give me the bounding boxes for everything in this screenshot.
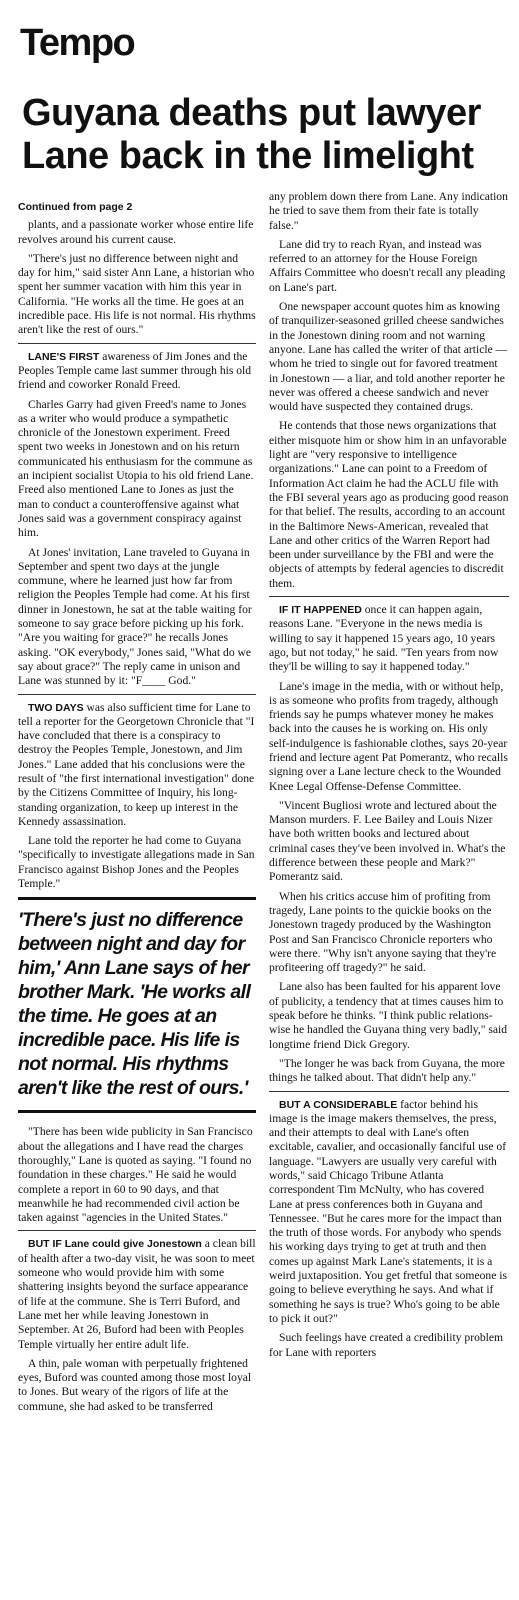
paragraph [18, 834, 256, 891]
paragraph-lead-in: BUT IF Lane could give Jonestown [28, 1238, 202, 1251]
paragraph [269, 1098, 509, 1327]
paragraph [269, 980, 509, 1051]
section-divider [18, 343, 256, 344]
section-divider [18, 1230, 256, 1231]
paragraph [18, 252, 256, 338]
paragraph-text: "There has been wide publicity in San Francisco about the allegations and I have read the charges thoroughly," Lane is quoted as saying. "I found no foundation in these charges." He said he would complete a report in 60 to 90 days, and that meanwhile he had recommended civil action be taken against "agencies in the United States." [18, 1125, 253, 1225]
paragraph [269, 238, 509, 295]
paragraph-text: any problem down there from Lane. Any indication he tried to save them from their fate is totally false." [269, 190, 508, 232]
paragraph-text: He contends that those news organizations that either misquote him or show him in an unfavorable light are "very responsive to intelligence organizations." Lane can point to a Freedom of Information Act claim he had the ACLU file with the FBI several years ago as producing good reason for that belief. The results, according to an account in the Baltimore News-American, revealed that Lane and other critics of the Warren Report had been under surveillance by the FBI and were the objects of attempts by federal agencies to discredit them. [269, 419, 509, 590]
paragraph [269, 680, 509, 794]
paragraph [269, 799, 509, 885]
paragraph-text: factor behind his image is the image makers themselves, the press, and their attempts to deal with Lane's often excitable, cavalier, and occasionally fanciful use of language. "Lawyers are usually very careful with words," said Chicago Tribune Atlanta correspondent Tim McNulty, who has covered Lane at press conferences both in Guyana and Tennessee. "But he cares more for the impact than the truth of those words. For anybody who spends his working days trying to get at truth and then comes up against Mark Lane's statements, it is a weird juxtaposition. You get fretful that someone is going to believe everything he says. And what if something he says is true? Who's going to be able to pick it out?" [269, 1097, 507, 1325]
paragraph-text: "The longer he was back from Guyana, the more things he talked about. That didn't help any." [269, 1056, 505, 1085]
section-divider [18, 694, 256, 695]
paragraph-text: Lane also has been faulted for his apparent love of publicity, a tendency that at times causes him to speak before he thinks. "I think public relations-wise he handled the Guyana thing very badly," said longtime friend Dick Gregory. [269, 980, 508, 1051]
right-paragraphs [269, 190, 509, 1360]
paragraph [269, 603, 509, 674]
paragraph-text: One newspaper account quotes him as knowing of tranquilizer-seasoned grilled cheese sandwiches in the Jonestown dining room and not warning anyone. Lane has called the writer of that article — whom he tried to single out for favored treatment in Jonestown — a liar, and told another reporter he never was offered a cheese sandwich and never would have suspected they contained drugs. [269, 300, 508, 414]
paragraph-text: "There's just no difference between night and day for him," said sister Ann Lane, a historian who spent her summer vacation with him this year in California. "He works all the time. He goes at an incredible pace. His life is not normal. His rhythms aren't like the rest of ours." [18, 251, 256, 337]
section-divider [269, 1091, 509, 1092]
paragraph-text: once it can happen again, reasons Lane. "Everyone in the news media is willing to say it happened 15 years ago, 10 years ago, but not today," he said. "Ten years from now they'll be willing to say it happened today." [269, 603, 499, 674]
paragraph [18, 701, 256, 830]
paragraph-text: Such feelings have created a credibility problem for Lane with reporters [269, 1331, 504, 1359]
paragraph-lead-in: BUT A CONSIDERABLE [279, 1098, 398, 1111]
paragraph-lead-in: LANE'S FIRST [28, 350, 100, 363]
paragraph-text: was also sufficient time for Lane to tell a reporter for the Georgetown Chronicle that "I have concluded that there is a conspiracy to destroy the Peoples Temple, Jonestown, and Jim Jones." Lane added that his conclusions were the result of "the first international investigation" done by the Citizens Committee of Inquiry, his long-standing organization, to keep up interest in the Kennedy assassination. [18, 700, 255, 828]
paragraph [269, 419, 509, 591]
section-divider [269, 596, 509, 597]
paragraph-text: "Vincent Bugliosi wrote and lectured about the Manson murders. F. Lee Bailey and Louis Nizer have both written books and lectured about criminal cases they've been involved in. What's the difference between these people and Mark?" Pomerantz said. [269, 798, 506, 884]
paragraph-text: a clean bill of health after a two-day visit, he was soon to meet someone who would provide him with some shattering insights beyond the surface appearance of life at the commune. She is Terri Buford, and Lane met her while leaving Jonestown in September. At 26, Buford had been with Peoples Temple virtually her entire adult life. [18, 1237, 256, 1351]
paragraph [18, 1125, 256, 1225]
paragraph-text: plants, and a passionate worker whose entire life revolves around his current cause. [18, 218, 254, 246]
right-column [269, 190, 509, 1365]
paragraph-text: At Jones' invitation, Lane traveled to Guyana in September and spent two days at the jungle commune, where he learned just how far from religion the Peoples Temple had come. At his first dinner in Jonestown, he sat at the table waiting for someone to say grace before picking up his fork. "Are you waiting for grace?" he recalls Jones asking. "OK everybody," Jones said, "What do we say about grace?" The reply came in unison and Lane was stunned by it: "F____ God." [18, 545, 252, 688]
paragraph [269, 190, 509, 233]
headline: Guyana deaths put lawyer Lane back in the limelight [22, 92, 481, 177]
paragraph-text: Lane's image in the media, with or without help, is as someone who profits from tragedy, although friends say he pumps whatever money he makes back into the causes he is working on. His only self-indulgence is fashionable clothes, says 20-year friend and lecture agent Pat Pomerantz, who recalls signing over a Lane lecture check to the Wounded Knee Legal Offense-Defense Committee. [269, 679, 508, 793]
paragraph-text: awareness of Jim Jones and the Peoples Temple came last summer through his old friend and coworker Ronald Freed. [18, 349, 252, 392]
left-paragraphs-2 [18, 1125, 256, 1414]
paragraph-text: When his critics accuse him of profiting from tragedy, Lane points to the quickie books on the Jonestown tragedy produced by the Washington Post and San Francisco Chronicle reporters who were there. "Why isn't anyone saying that they're profiteering off tragedy?" he said. [269, 889, 497, 975]
paragraph [18, 1357, 256, 1414]
left-column [18, 200, 256, 1419]
paragraph [18, 546, 256, 689]
paragraph [18, 398, 256, 541]
paragraph-lead-in: TWO DAYS [28, 701, 84, 714]
left-paragraphs [18, 218, 256, 891]
paragraph [18, 1237, 256, 1351]
continued-note: Continued from page 2 [18, 201, 133, 213]
paragraph-text: A thin, pale woman with perpetually frightened eyes, Buford was counted among those most loyal to Jones. But weary of the rigors of life at the commune, she had asked to be transferred [18, 1356, 252, 1413]
paragraph-text: Charles Garry had given Freed's name to Jones as a writer who would produce a sympathetic chronicle of the Jonestown experiment. Freed spent two weeks in Jonestown and on his return communicated his enthusiasm for the commune as an incipient socialist Utopia to his old friend Lane. Freed also mentioned Lane to Jones as just the man to conduct a counteroffensive against what Jones said was a government conspiracy against him. [18, 397, 254, 540]
paragraph-text: Lane did try to reach Ryan, and instead was referred to an attorney for the House Foreign Affairs Committee who doesn't recall any pleading on Lane's part. [269, 237, 506, 294]
pull-quote: 'There's just no difference between night and day for him,' Ann Lane says of her brother Mark. 'He works all the time. He goes at an incredible pace. His life is not normal. His rhythms aren't like the rest of ours.' [18, 897, 256, 1113]
paragraph [269, 300, 509, 414]
section-masthead: Tempo [20, 22, 135, 64]
paragraph [269, 1057, 509, 1086]
paragraph [18, 218, 256, 247]
paragraph-text: Lane told the reporter he had come to Guyana "specifically to investigate allegations made in San Francisco against Bishop Jones and the Peoples Temple." [18, 834, 255, 891]
paragraph [269, 890, 509, 976]
paragraph-lead-in: IF IT HAPPENED [279, 604, 362, 617]
paragraph [269, 1331, 509, 1360]
paragraph [18, 350, 256, 393]
